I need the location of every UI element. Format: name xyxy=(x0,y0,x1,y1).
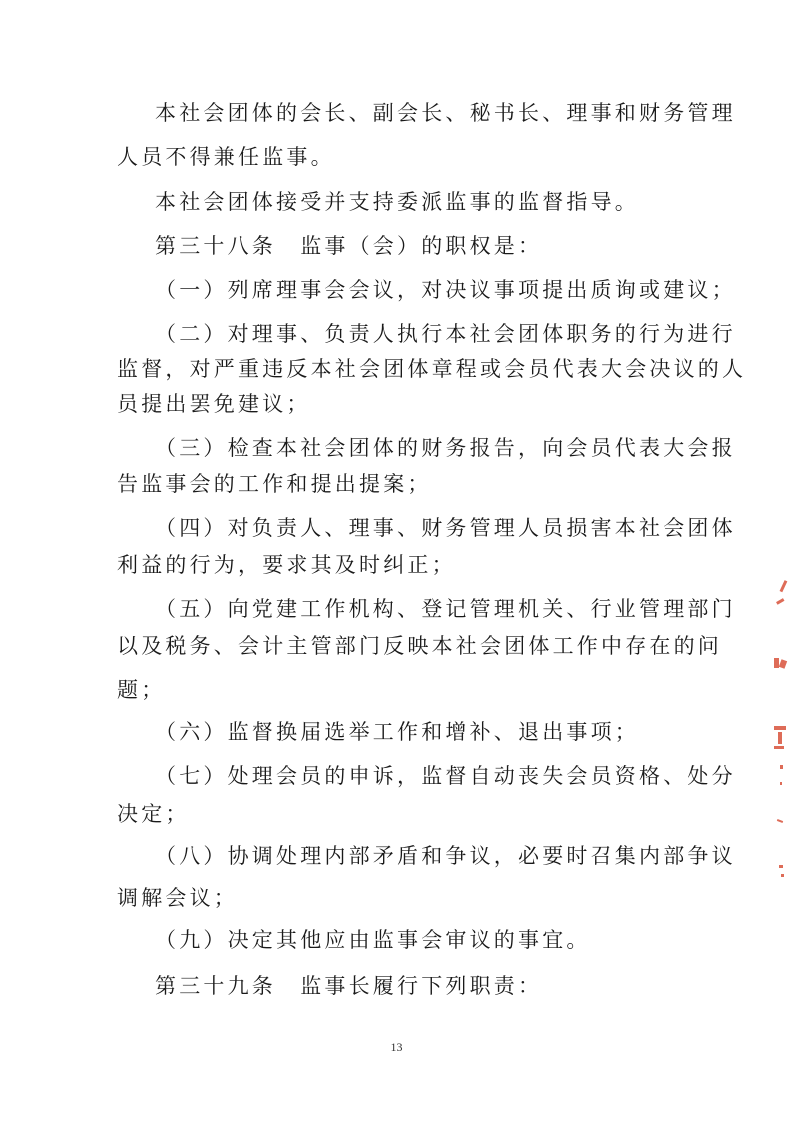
paragraph-line: 本社会团体接受并支持委派监事的监督指导。 xyxy=(155,190,639,214)
list-item-line: （九）决定其他应由监事会审议的事宜。 xyxy=(155,928,591,952)
paragraph-line: 人员不得兼任监事。 xyxy=(117,145,335,169)
list-item-line: 利益的行为，要求其及时纠正； xyxy=(117,553,456,577)
list-item-line: 调解会议； xyxy=(117,886,238,910)
article-heading: 第三十八条 监事（会）的职权是： xyxy=(155,234,543,258)
list-item-line: 题； xyxy=(117,678,166,702)
list-item-line: 员提出罢免建议； xyxy=(117,392,311,416)
seal-bleed-marks xyxy=(772,560,790,920)
list-item-line: （一）列席理事会会议，对决议事项提出质询或建议； xyxy=(155,278,736,302)
article-heading: 第三十九条 监事长履行下列职责： xyxy=(155,974,543,998)
list-item-line: （七）处理会员的申诉，监督自动丧失会员资格、处分 xyxy=(155,764,736,788)
list-item-line: 以及税务、会计主管部门反映本社会团体工作中存在的问 xyxy=(117,634,722,658)
list-item-line: 告监事会的工作和提出提案； xyxy=(117,472,432,496)
list-item-line: 决定； xyxy=(117,802,190,826)
list-item-line: （四）对负责人、理事、财务管理人员损害本社会团体 xyxy=(155,516,736,540)
page-number: 13 xyxy=(390,1040,403,1054)
paragraph-line: 本社会团体的会长、副会长、秘书长、理事和财务管理 xyxy=(155,101,736,125)
list-item-line: （三）检查本社会团体的财务报告，向会员代表大会报 xyxy=(155,436,736,460)
list-item-line: （二）对理事、负责人执行本社会团体职务的行为进行 xyxy=(155,322,736,346)
list-item-line: （八）协调处理内部矛盾和争议，必要时召集内部争议 xyxy=(155,844,736,868)
list-item-line: 监督，对严重违反本社会团体章程或会员代表大会决议的人 xyxy=(117,357,747,381)
list-item-line: （五）向党建工作机构、登记管理机关、行业管理部门 xyxy=(155,597,736,621)
list-item-line: （六）监督换届选举工作和增补、退出事项； xyxy=(155,720,639,744)
